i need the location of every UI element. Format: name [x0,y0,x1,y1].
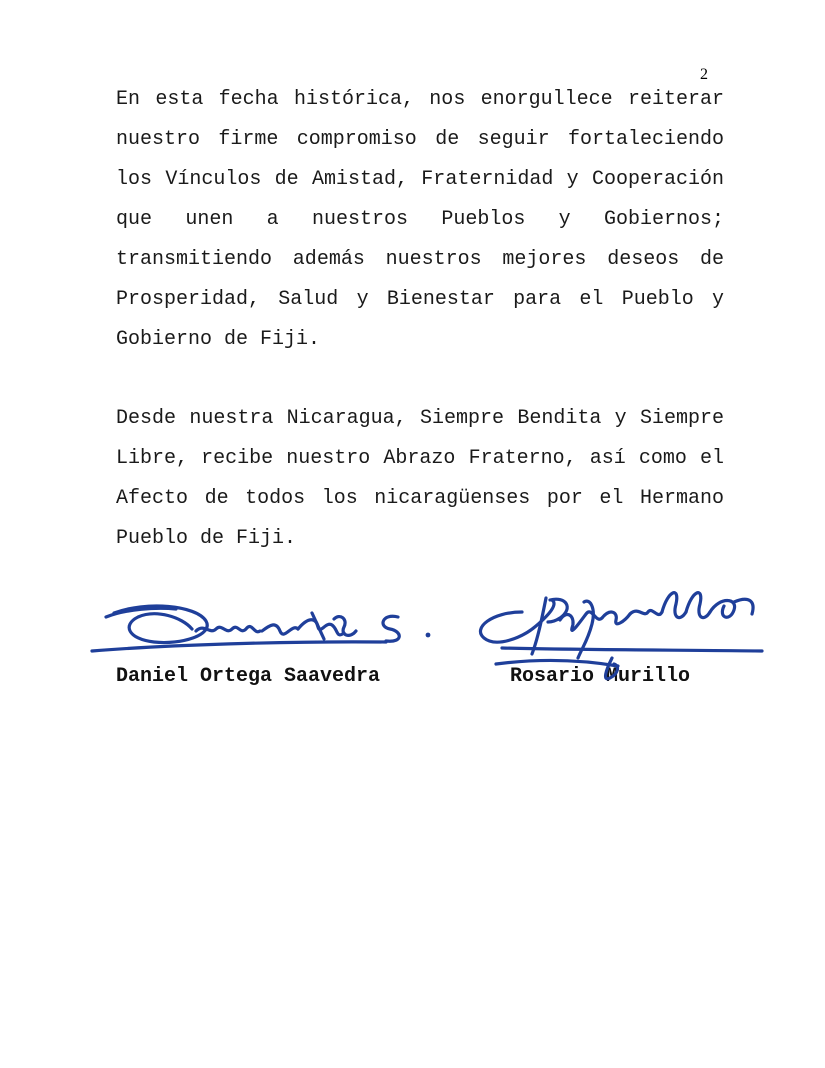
paragraph-commitment: En esta fecha histórica, nos enorgullece reiterar nuestro firme compromiso de seguir fortaleciendo los Vínculos de Amistad, Fraternidad y Cooperación que unen a nuestros Pueblos y Gobiernos; transmitiendo además nuestros mejores deseos de Prosperidad, Salud y Bienestar para el Pueblo y Gobierno de Fiji. [116,88,724,351]
signer-name-ortega: Daniel Ortega Saavedra [116,665,381,688]
page-number: 2 [700,66,708,83]
paragraph-greeting: Desde nuestra Nicaragua, Siempre Bendita y Siempre Libre, recibe nuestro Abrazo Fraterno, así como el Afecto de todos los nicaragüenses por el Hermano Pueblo de Fiji. [116,407,724,550]
signature-block-murillo [462,578,772,695]
signature-murillo-image [462,578,772,695]
signature-ortega-image [86,595,446,665]
signer-name-murillo: Rosario Murillo [510,665,691,688]
signature-block-ortega [86,595,446,695]
